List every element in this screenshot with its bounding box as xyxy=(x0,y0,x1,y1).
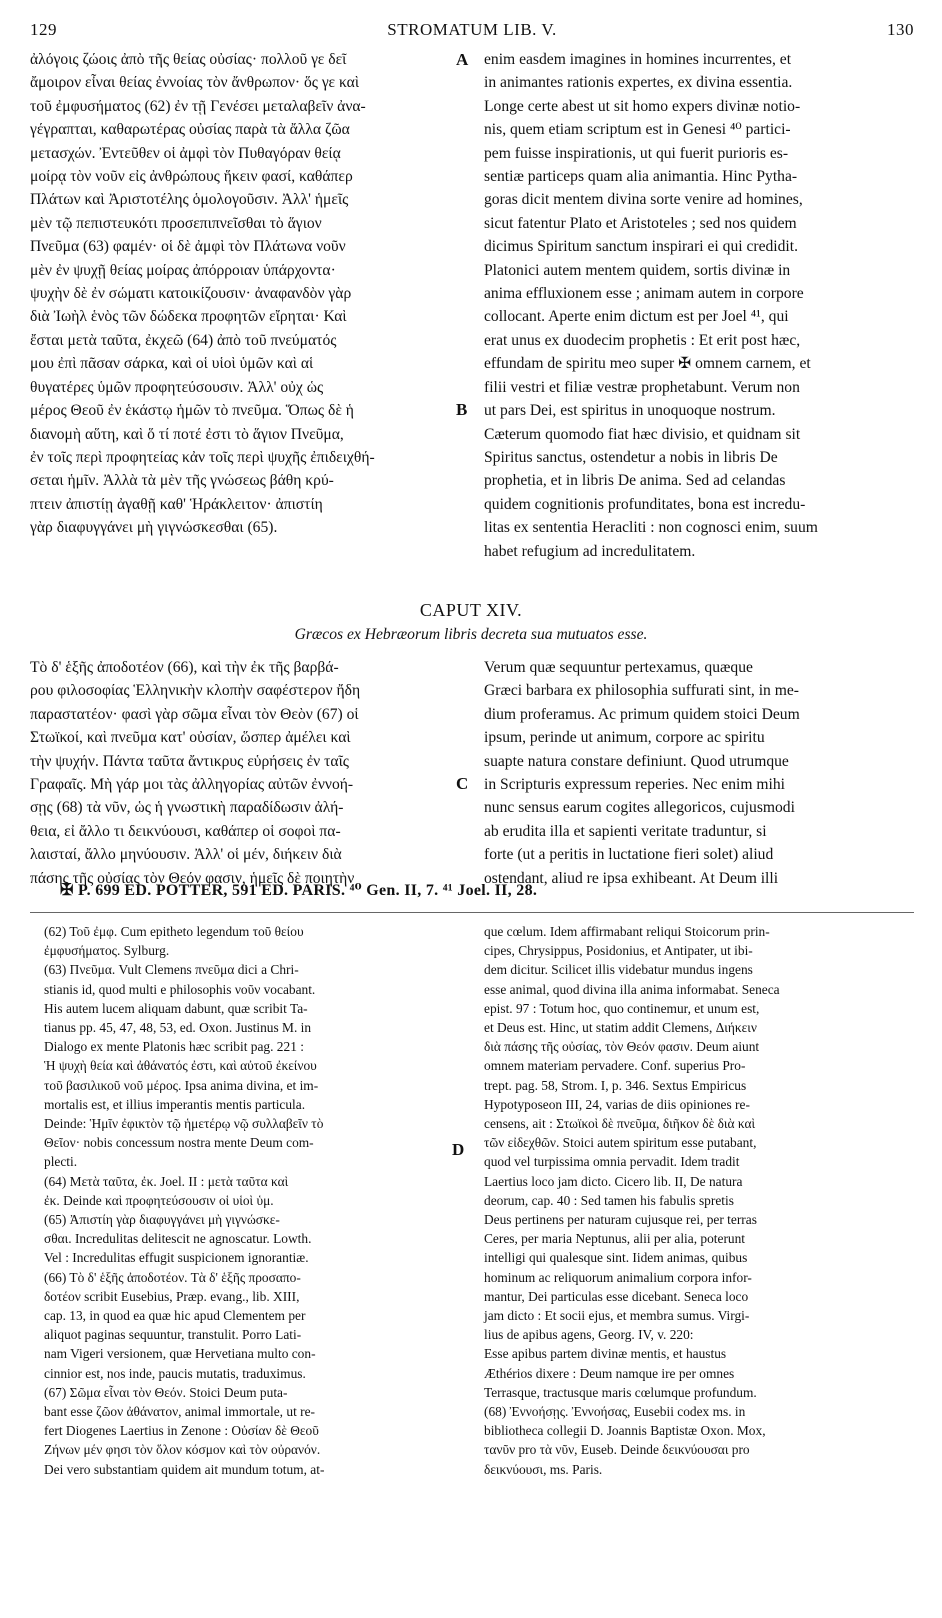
note-line: (62) Τοῦ ἐμφ. Cum epitheto legendum τοῦ θείου xyxy=(44,924,304,939)
note-line: Esse apibus partem divinæ mentis, et haustus xyxy=(484,1346,727,1362)
latin-line: erat unus ex duodecim prophetis : Et erit post hæc, xyxy=(484,331,801,349)
latin-line: quidem cognitionis profunditates, bona est incredu- xyxy=(484,495,806,513)
note-line: Æthérios dixere : Deum namque ire per omnes xyxy=(484,1365,735,1381)
note-line: esse animal, quod divina illa anima informabat. Seneca xyxy=(484,981,780,997)
note-line: Ἡ ψυχὴ θεία καὶ ἀθάνατός ἐστι, καὶ αὐτοῦ ἐκείνου xyxy=(44,1058,317,1074)
chapter-subtitle: Græcos ex Hebræorum libris decreta sua mutuatos esse. xyxy=(294,626,648,643)
note-line: mantur, Dei particulas esse dicebant. Seneca loco xyxy=(484,1288,749,1304)
section-marker-a: A xyxy=(456,50,469,69)
running-title: STROMATUM LIB. V. xyxy=(387,20,557,39)
greek-line: ἔσται μετὰ ταῦτα, ἐκχεῶ (64) ἀπὸ τοῦ πνεύματός xyxy=(30,331,337,349)
latin-column-top xyxy=(484,48,912,563)
note-line: deorum, cap. 40 : Sed tamen his fabulis spretis xyxy=(484,1192,734,1208)
latin-line: nunc sensus earum cogites allegoricos, cujusmodi xyxy=(484,799,795,817)
note-line: (67) Σῶμα εἶναι τὸν Θεόν. Stoici Deum puta- xyxy=(44,1384,288,1400)
latin-line: habet refugium ad incredulitatem. xyxy=(484,542,696,560)
greek-line: τὴν ψυχήν. Πάντα ταῦτα ἄντικρυς εὑρήσεις ἐν ταῖς xyxy=(30,752,349,770)
chapter-title: CAPUT XIV. xyxy=(419,600,523,620)
latin-line: ut pars Dei, est spiritus in unoquoque nostrum. xyxy=(484,402,776,420)
note-line: fert Diogenes Laertius in Zenone : Οὐσίαν δὲ Θεοῦ xyxy=(44,1423,319,1439)
note-line: Dialogo ex mente Platonis hæc scribit pag. 221 : xyxy=(44,1039,304,1055)
note-line: Ceres, per maria Neptunus, alii per alia, poterunt xyxy=(484,1231,746,1247)
latin-line: effundam de spiritu meo super ✠ omnem carnem, et xyxy=(484,355,811,373)
running-header xyxy=(30,12,914,42)
note-line: Vel : Incredulitas effugit suspicionem ignorantiæ. xyxy=(44,1250,309,1266)
greek-line: μοίρᾳ τὸν νοῦν εἰς ἀνθρώπους ἥκειν φασί, καθάπερ xyxy=(30,168,353,186)
latin-line: goras dicit mentem divina sorte venire ad homines, xyxy=(484,191,803,209)
note-line: Deus pertinens per naturam cujusque rei, per terras xyxy=(484,1212,757,1228)
latin-line: in Scripturis expressum reperies. Nec enim mihi xyxy=(484,776,785,794)
section-marker-d: D xyxy=(452,1140,465,1159)
note-line: Dei vero substantiam quidem ait mundum totum, at- xyxy=(44,1461,325,1477)
greek-line: Πνεῦμα (63) φαμέν· οἱ δὲ ἀμφὶ τὸν Πλάτωνα νοῦν xyxy=(30,238,346,256)
latin-line: filii vestri et filiæ vestræ prophetabunt. Verum non xyxy=(484,378,800,396)
latin-line: dium proferamus. Ac primum quidem stoici Deum xyxy=(484,705,800,723)
note-line: aliquot paginas sequuntur, transtulit. Porro Lati- xyxy=(44,1327,302,1343)
note-line: (65) Ἀπιστίη γὰρ διαφυγγάνει μὴ γιγνώσκε- xyxy=(44,1212,280,1228)
greek-line: μέρος Θεοῦ ἐν ἑκάστῳ ἡμῶν τὸ πνεῦμα. Ὅπως δὲ ἡ xyxy=(30,402,354,420)
note-line: intelligi qui qualesque sint. Iidem animas, quibus xyxy=(484,1250,748,1266)
note-line: censens, ait : Στωϊκοὶ δὲ πνεῦμα, διῆκον δὲ διὰ καὶ xyxy=(484,1116,756,1132)
footnote-rule xyxy=(30,912,914,913)
greek-line: Γραφαῖς. Μὴ γάρ μοι τὰς ἀλληγορίας αὐτῶν ἐννοή- xyxy=(30,776,354,794)
latin-line: prophetia, et in libris De anima. Sed ad celandas xyxy=(484,472,786,490)
note-line: τοῦ βασιλικοῦ νοῦ μέρος. Ipsa anima divina, et im- xyxy=(44,1077,319,1093)
greek-line: ἀλόγοις ζώοις ἀπὸ τῆς θείας οὐσίας· πολλοῦ γε δεῖ xyxy=(30,51,347,68)
latin-line: forte (ut a peritis in luctatione fieri solet) aliud xyxy=(484,846,774,864)
note-line: et Deus est. Hinc, ut statim addit Clemens, Διήκειν xyxy=(484,1020,757,1036)
latin-line: dicimus Spiritum sanctum inspirari ei qui credidit. xyxy=(484,238,798,256)
note-line: lius de apibus agens, Georg. IV, v. 220: xyxy=(484,1327,694,1343)
latin-line: Cæterum quomodo fiat hæc divisio, et quidnam sit xyxy=(484,425,801,443)
latin-line: collocant. Aperte enim dictum est per Joel ⁴¹, qui xyxy=(484,308,789,326)
note-line: omnem materiam pervadere. Conf. superius Pro- xyxy=(484,1058,746,1074)
note-line: nam Vigeri versionem, quæ Hervetiana multo con- xyxy=(44,1346,316,1362)
greek-line: διὰ Ἰωὴλ ἑνὸς τῶν δώδεκα προφητῶν εἴρηται· Καὶ xyxy=(30,308,347,326)
latin-line: Spiritus sanctus, ostendetur a nobis in libris De xyxy=(484,448,778,466)
greek-line: σῃς (68) τὰ νῦν, ὡς ἡ γνωστικὴ παραδίδωσιν ἀλή- xyxy=(30,799,344,817)
note-line: cap. 13, in quod ea quæ hic apud Clementem per xyxy=(44,1308,306,1324)
section-marker-b: B xyxy=(456,400,468,419)
note-line: διὰ πάσης τῆς οὐσίας, τὸν Θεόν φασιν. Deum aiunt xyxy=(484,1039,760,1055)
latin-line: ab erudita illa et sapienti veritate traduntur, si xyxy=(484,822,767,840)
note-line: (64) Μετὰ ταῦτα, ἐκ. Joel. II : μετὰ ταῦτα καὶ xyxy=(44,1173,289,1189)
latin-line: Verum quæ sequuntur pertexamus, quæque xyxy=(484,659,753,676)
latin-line: anima effluxionem esse ; animam autem in corpore xyxy=(484,285,804,303)
greek-line: θυγατέρες ὑμῶν προφητεύσουσιν. Ἀλλ' οὐχ ὡς xyxy=(30,378,324,396)
note-line: plecti. xyxy=(44,1154,78,1170)
note-line: σθαι. Incredulitas delitescit ne agnoscatur. Lowth. xyxy=(44,1231,312,1247)
note-line: (68) Ἐννοήσῃς. Ἐννοήσας, Eusebii codex ms. in xyxy=(484,1404,746,1420)
note-line: Terrasque, tractusque maris cœlumque profundum. xyxy=(484,1384,757,1400)
section-marker-c: C xyxy=(456,774,469,793)
note-line: trept. pag. 58, Strom. I, p. 346. Sextus Empiricus xyxy=(484,1077,747,1093)
greek-line: ρου φιλοσοφίας Ἑλληνικὴν κλοπὴν σαφέστερον ἤδη xyxy=(30,682,361,700)
note-line: Hypotyposeon III, 24, varias de diis opiniones re- xyxy=(484,1096,750,1112)
latin-line: sicut fatentur Plato et Aristoteles ; sed nos quidem xyxy=(484,214,797,232)
reference-line: ✠ P. 699 ED. POTTER, 591 ED. PARIS. ⁴⁰ Gen. II, 7. ⁴¹ Joel. II, 28. xyxy=(60,882,538,899)
latin-line: enim easdem imagines in homines incurrentes, et xyxy=(484,51,792,68)
latin-line: sentiæ particeps quam alia animantia. Hinc Pytha- xyxy=(484,168,798,186)
greek-line: τοῦ ἐμφυσήματος (62) ἐν τῇ Γενέσει μεταλαβεῖν ἀνα- xyxy=(30,97,366,115)
greek-column-top xyxy=(30,48,450,540)
page-number-left: 129 xyxy=(30,20,57,39)
latin-line: in animantes rationis expertes, ex divina essentia. xyxy=(484,74,793,92)
greek-line: Πλάτων καὶ Ἀριστοτέλης ὁμολογοῦσιν. Ἀλλ' ἡμεῖς xyxy=(30,191,349,209)
note-line: cipes, Chrysippus, Posidonius, et Antipater, ut ibi- xyxy=(484,943,753,959)
greek-line: Στωϊκοί, καὶ πνεῦμα κατ' οὐσίαν, ὥσπερ ἀμέλει καὶ xyxy=(30,729,351,747)
greek-line: γὰρ διαφυγγάνει μὴ γιγνώσκεσθαι (65). xyxy=(30,519,278,537)
note-line: (63) Πνεῦμα. Vult Clemens πνεῦμα dici a Chri- xyxy=(44,962,299,978)
note-line: δοτέον scribit Eusebius, Præp. evang., lib. XIII, xyxy=(44,1288,300,1304)
note-line: hominum ac reliquorum animalium corpora infor- xyxy=(484,1269,752,1285)
note-line: His autem lucem aliquam dabunt, quæ scribit Ta- xyxy=(44,1000,308,1016)
note-line: jam dicto : Et socii ejus, et membra sumus. Virgi- xyxy=(484,1308,750,1324)
greek-line: ἄμοιρον εἶναι θείας ἐννοίας τὸν ἄνθρωπον· ὅς γε καὶ xyxy=(30,74,360,92)
note-line: stianis id, quod multi e philosophis νοῦν vocabant. xyxy=(44,981,316,997)
note-line: Deinde: Ἡμῖν ἐφικτὸν τῷ ἡμετέρῳ νῷ συλλαβεῖν τὸ xyxy=(44,1116,324,1132)
note-line: cinnior est, nos inde, paucis mutatis, traduximus. xyxy=(44,1365,306,1381)
latin-line: Platonici autem mentem quidem, sortis divinæ in xyxy=(484,261,791,279)
greek-line: ψυχὴν δὲ ἐν σώματι κατοικίζουσιν· ἀναφανδὸν γὰρ xyxy=(30,285,352,303)
note-line: que cœlum. Idem affirmabant reliqui Stoicorum prin- xyxy=(484,924,770,939)
notes-column-left xyxy=(44,922,448,1479)
greek-line: μὲν τῷ πεπιστευκότι προσεπιπνεῖσθαι τὸ ἅγιον xyxy=(30,214,322,232)
page-number-right: 130 xyxy=(887,20,914,39)
latin-line: litas ex sententia Heracliti : non cognosci enim, suum xyxy=(484,519,818,537)
note-line: τῶν εἰδεχθῶν. Stoici autem spiritum esse putabant, xyxy=(484,1135,757,1151)
note-line: δεικνύουσι, ms. Paris. xyxy=(484,1461,603,1477)
note-line: (66) Τὸ δ' ἑξῆς ἀποδοτέον. Τὰ δ' ἑξῆς προσαπο- xyxy=(44,1269,301,1285)
note-line: bibliotheca collegii D. Joannis Baptistæ Oxon. Mox, xyxy=(484,1423,766,1439)
greek-line: παραστατέον· φασὶ γὰρ σῶμα εἶναι τὸν Θεὸν (67) οἱ xyxy=(30,705,359,723)
greek-line: Τὸ δ' ἑξῆς ἀποδοτέον (66), καὶ τὴν ἐκ τῆς βαρβά- xyxy=(30,659,339,676)
greek-line: θεια, εἰ ἄλλο τι δεικνύουσι, καθάπερ οἱ σοφοὶ πα- xyxy=(30,822,341,840)
note-line: bant esse ζῶον ἀθάνατον, animal immortale, ut re- xyxy=(44,1404,315,1420)
note-line: Laertius loco jam dicto. Cicero lib. II, De natura xyxy=(484,1173,743,1189)
note-line: τανῦν pro τὰ νῦν, Euseb. Deinde δεικνύουσαι pro xyxy=(484,1442,750,1458)
latin-column-middle xyxy=(484,656,912,890)
greek-line: μὲν ἐν ψυχῇ θείας μοίρας ἀπόρροιαν ὑπάρχοντα· xyxy=(30,261,336,279)
note-line: dem dicitur. Scilicet illis videbatur mundus ingens xyxy=(484,962,753,978)
latin-line: suapte natura constare definiunt. Quod utrumque xyxy=(484,752,789,770)
note-line: Ζήνων μέν φησι τὸν ὅλον κόσμον καὶ τὸν οὐρανόν. xyxy=(44,1442,321,1458)
greek-line: πάσης τῆς οὐσίας τὸν Θεόν φασιν, ἡμεῖς δὲ ποιητὴν xyxy=(30,869,355,887)
note-line: mortalis est, et illius imperantis mentis particula. xyxy=(44,1096,306,1112)
greek-line: πτειν ἀπιστίῃ ἀγαθῇ καθ' Ἡράκλειτον· ἀπιστίη xyxy=(30,495,323,513)
latin-line: nis, quem etiam scriptum est in Genesi ⁴⁰ partici- xyxy=(484,121,791,139)
greek-line: γέγραπται, καθαρωτέρας οὐσίας παρὰ τὰ ἄλλα ζῶα xyxy=(30,121,350,139)
greek-line: ἐν τοῖς περὶ προφητείας κἀν τοῖς περὶ ψυχῆς ἐπιδειχθή- xyxy=(30,448,375,466)
note-line: Θεῖον· nobis concessum nostra mente Deum com- xyxy=(44,1135,314,1151)
greek-line: διανομὴ αὕτη, καὶ ὅ τί ποτέ ἐστι τὸ ἅγιον Πνεῦμα, xyxy=(30,425,344,443)
greek-line: μου ἐπὶ πᾶσαν σάρκα, καὶ οἱ υἱοὶ ὑμῶν καὶ αἱ xyxy=(30,355,314,373)
greek-line: σεται ἡμῖν. Ἀλλὰ τὰ μὲν τῆς γνώσεως βάθη κρύ- xyxy=(30,472,334,490)
notes-column-right xyxy=(484,922,912,1479)
latin-line: Longe certe abest ut sit homo expers divinæ notio- xyxy=(484,97,801,115)
note-line: ἐμφυσήματος. Sylburg. xyxy=(44,943,170,959)
greek-line: μετασχών. Ἐντεῦθεν οἱ ἀμφὶ τὸν Πυθαγόραν θείᾳ xyxy=(30,144,341,162)
note-line: epist. 97 : Totum hoc, quo continemur, et unum est, xyxy=(484,1000,760,1016)
greek-line: λαισταί, ἄλλο μηνύουσιν. Ἀλλ' οἱ μέν, διήκειν διὰ xyxy=(30,846,342,864)
note-line: ἐκ. Deinde καὶ προφητεύσουσιν οἱ υἱοὶ ὑμ. xyxy=(44,1192,274,1208)
latin-line: pem fuisse inspirationis, ut qui fuerit purioris es- xyxy=(484,144,789,162)
greek-column-middle xyxy=(30,656,450,890)
note-line: quod vel turpissima omnia pervadit. Idem tradit xyxy=(484,1154,740,1170)
latin-line: Græci barbara ex philosophia suffurati sint, in me- xyxy=(484,682,799,700)
note-line: tianus pp. 45, 47, 48, 53, ed. Oxon. Justinus M. in xyxy=(44,1020,312,1036)
latin-line: ostendant, aliud re ipsa exhibeant. At Deum illi xyxy=(484,869,779,887)
latin-line: ipsum, perinde ut animum, corpore ac spiritu xyxy=(484,729,765,747)
